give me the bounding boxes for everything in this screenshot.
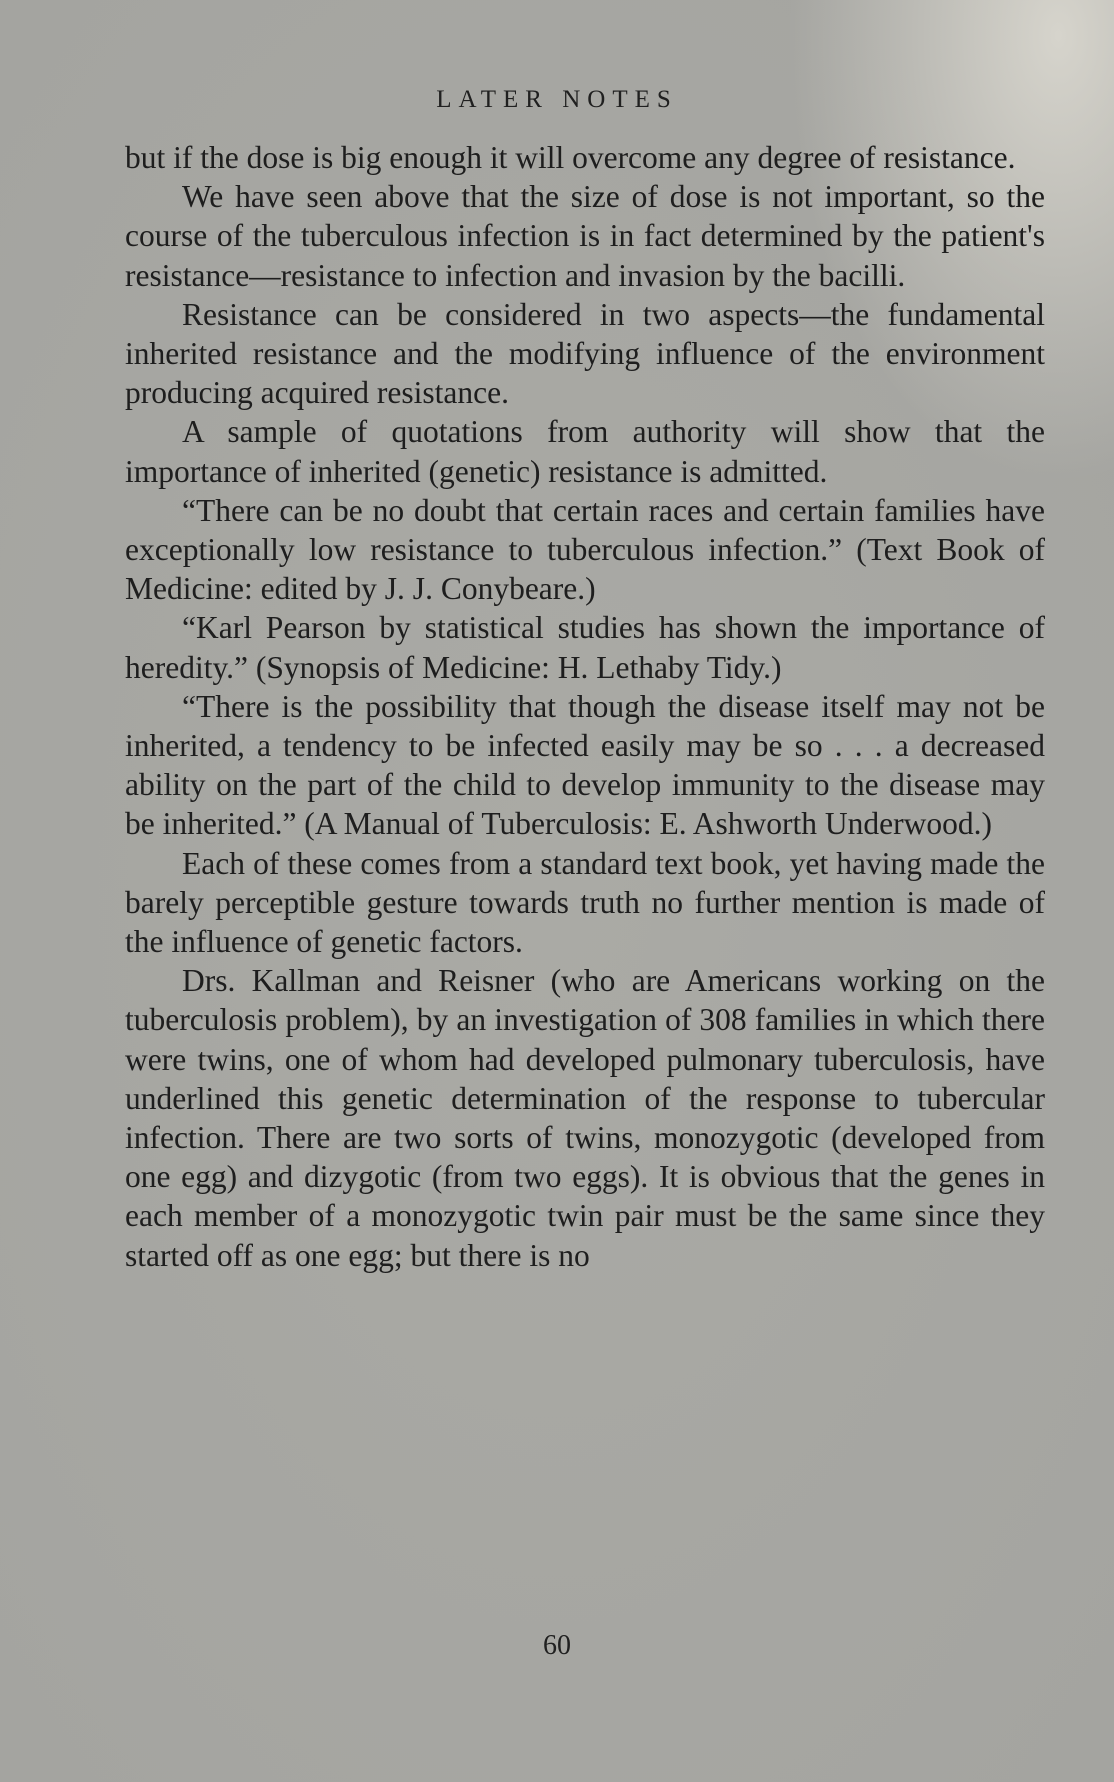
page-number: 60	[543, 1630, 571, 1661]
quotation-2: “Karl Pearson by statistical studies has shown the importance of heredity.” (Synopsis of Medicine: H. Lethaby Tidy.)	[125, 610, 1045, 685]
quotation-1: “There can be no doubt that certain races and certain families have exceptionally low resistance to tuberculous infection.” (Text Book of Medicine: edited by J. J. Conybeare.)	[125, 492, 1045, 607]
paragraph-6: Drs. Kallman and Reisner (who are Americans working on the tuberculosis problem), by an investigation of 308 families in which there were twins, one of whom had developed pulmonary tuberculosis, have underlined this genetic determination of the response to tubercular infection. There are two sorts of twins, monozygotic (developed from one egg) and dizygotic (from two eggs). It is obvious that the genes in each member of a monozygotic twin pair must be the same since they started off as one egg; but there is no	[125, 963, 1045, 1273]
paragraph-3: Resistance can be considered in two aspects—the fundamental inherited resistance and the modifying influence of the environment producing acquired resistance.	[125, 296, 1045, 411]
paragraph-2: We have seen above that the size of dose is not important, so the course of the tuberculous infection is in fact determined by the patient's resistance—resistance to infection and invasion by the bacilli.	[125, 179, 1045, 293]
paragraph-5: Each of these comes from a standard text book, yet having made the barely perceptible gesture towards truth no further mention is made of the influence of genetic factors.	[125, 845, 1045, 960]
body-text	[125, 138, 1045, 1275]
paragraph-4: A sample of quotations from authority will show that the importance of inherited (genetic) resistance is admitted.	[125, 414, 1045, 489]
quotation-3: “There is the possibility that though the disease itself may not be inherited, a tendency to be infected easily may be so . . . a decreased ability on the part of the child to develop immunity to the disease may be inherited.” (A Manual of Tuberculosis: E. Ashworth Underwood.)	[125, 688, 1045, 842]
running-head: LATER NOTES	[436, 86, 678, 113]
paragraph-1: but if the dose is big enough it will overcome any degree of resistance.	[125, 140, 1016, 175]
